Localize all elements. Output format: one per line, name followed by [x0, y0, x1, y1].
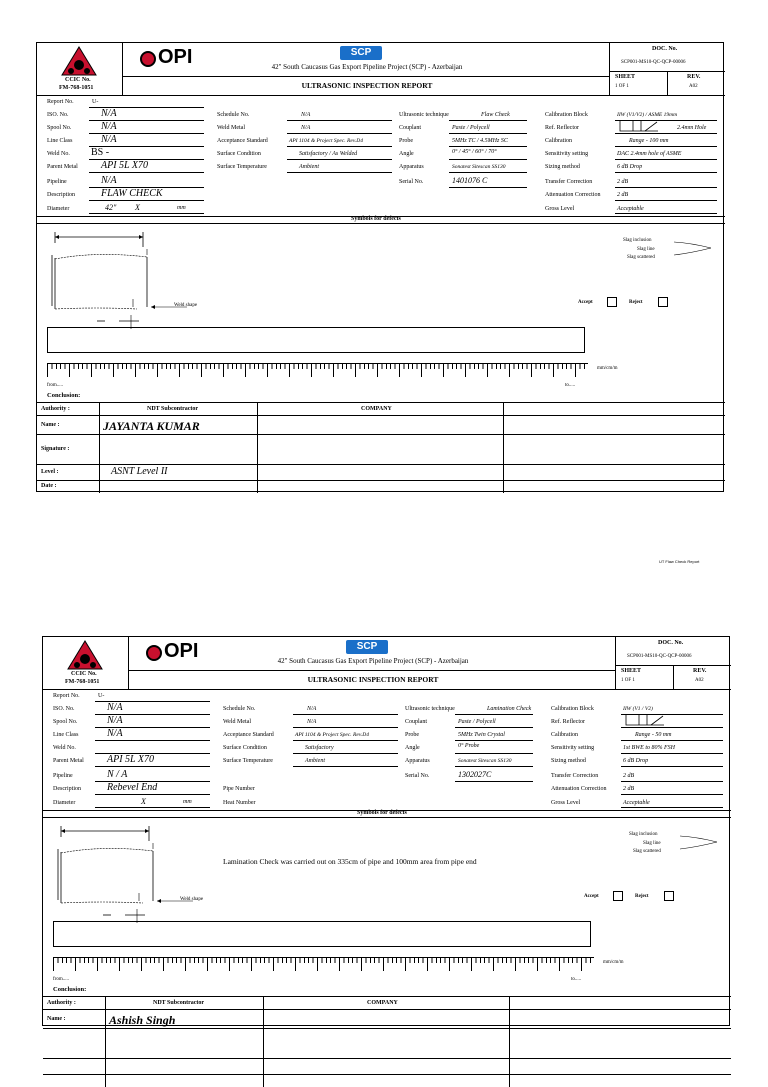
conclusion-label: Conclusion:	[47, 392, 81, 399]
couplant-value: Paste / Polycell	[452, 125, 490, 131]
rev-value: A02	[695, 678, 704, 683]
spool-label: Spool No.	[47, 125, 72, 131]
ruler-unit-label: mm/cm/m	[603, 960, 624, 965]
serial-no-value: 1302027C	[458, 770, 492, 779]
reject-label: Reject	[629, 300, 643, 305]
transfer-correction-label: Transfer Correction	[545, 179, 593, 185]
description-value: FLAW CHECK	[101, 188, 163, 199]
couplant-value: Paste / Polycell	[458, 719, 496, 725]
diameter-unit: mm	[177, 205, 186, 211]
weld-metal-value: N/A	[301, 125, 311, 131]
ruler-from-label: from.....	[53, 977, 69, 982]
gross-level-label: Gross Level	[551, 800, 581, 806]
sheet-value: 1 OF 1	[615, 84, 629, 89]
parent-metal-value: API 5L X70	[101, 160, 149, 171]
gross-level-value: Acceptable	[623, 800, 650, 806]
sizing-method-label: Sizing method	[551, 758, 586, 764]
transfer-correction-value: 2 dB	[623, 773, 635, 779]
surface-condition-label: Surface Condition	[217, 151, 261, 157]
probe-label: Probe	[399, 138, 413, 144]
doc-no-label: DOC. No.	[658, 640, 684, 646]
angle-value: 0° / 45° / 60° / 70°	[452, 149, 497, 155]
sensitivity-label: Sensitivity setting	[551, 745, 595, 751]
surface-temperature-label: Surface Temperature	[217, 164, 267, 170]
reject-label: Reject	[635, 894, 649, 899]
rev-label: REV.	[687, 74, 701, 80]
level-value: ASNT Level II	[111, 466, 168, 477]
sensitivity-value: DAC 2.4mm hole of ASME	[617, 151, 682, 157]
calibration-block-value: IIW (V1 / V2)	[623, 706, 653, 712]
surface-temperature-label: Surface Temperature	[223, 758, 273, 764]
description-value: Rebevel End	[107, 782, 158, 793]
couplant-label: Couplant	[399, 125, 421, 131]
report-title: ULTRASONIC INSPECTION REPORT	[307, 675, 439, 684]
ruler-unit-label: mm/cm/m	[597, 366, 618, 371]
weld-no-label: Weld No.	[53, 745, 76, 751]
surface-temperature-value: Ambient	[305, 758, 325, 764]
calibration-value: Range - 50 mm	[635, 732, 672, 738]
company-label: COMPANY	[361, 406, 392, 412]
description-label: Description	[53, 786, 81, 792]
diameter-value: 42"	[105, 203, 117, 212]
technique-value: Lamination Check	[487, 706, 532, 712]
heat-number-label: Heat Number	[223, 800, 256, 806]
angle-label: Angle	[399, 151, 414, 157]
iso-label: ISO. No.	[53, 706, 75, 712]
serial-no-value: 1401076 C	[452, 176, 488, 185]
transfer-correction-label: Transfer Correction	[551, 773, 599, 779]
inspector-name: Ashish Singh	[109, 1013, 176, 1027]
authority-label: Authority :	[41, 406, 70, 412]
accept-label: Accept	[578, 300, 593, 305]
reject-checkbox[interactable]	[664, 891, 674, 901]
diameter-x: X	[141, 797, 146, 806]
serial-no-label: Serial No.	[405, 773, 430, 779]
inspector-name: JAYANTA KUMAR	[103, 419, 200, 433]
spool-value: N/A	[107, 715, 123, 726]
ref-reflector-label: Ref. Reflector	[545, 125, 579, 131]
technique-label: Ultrasonic technique	[399, 112, 449, 118]
reject-checkbox[interactable]	[658, 297, 668, 307]
defect-map-box	[47, 327, 585, 353]
opi-logo-icon	[146, 645, 162, 661]
sizing-method-value: 6 dB Drop	[617, 164, 643, 170]
sensitivity-label: Sensitivity setting	[545, 151, 589, 157]
conclusion-label: Conclusion:	[53, 986, 87, 993]
weld-no-label: Weld No.	[47, 151, 70, 157]
calibration-block-value: IIW (V1/V2) / ASME 19mm	[617, 112, 678, 118]
authority-label: Authority :	[47, 1000, 76, 1006]
line-class-value: N/A	[101, 134, 117, 145]
serial-no-label: Serial No.	[399, 179, 424, 185]
attenuation-label: Attenuation Correction	[545, 192, 601, 198]
ccic-label: CCIC No.	[65, 77, 91, 83]
report-no-label: Report No.	[47, 99, 74, 105]
slag-scattered-label: Slag scattered	[627, 255, 655, 260]
company-label: COMPANY	[367, 1000, 398, 1006]
line-class-label: Line Class	[47, 138, 73, 144]
length-ruler	[47, 363, 588, 377]
technique-value: Flaw Check	[481, 112, 510, 118]
scp-logo: SCP	[340, 46, 382, 60]
couplant-label: Couplant	[405, 719, 427, 725]
pipeline-label: Pipeline	[53, 773, 73, 779]
ccic-logo-icon	[67, 640, 103, 670]
acceptance-standard-value: API 1104 & Project Spec. Rev.D4	[289, 138, 363, 144]
inspection-form	[36, 42, 724, 492]
calibration-label: Calibration	[545, 138, 572, 144]
probe-value: 5MHz TC / 4.5MHz SC	[452, 138, 508, 144]
accept-label: Accept	[584, 894, 599, 899]
ruler-to-label: to.....	[565, 383, 576, 388]
schedule-label: Schedule No.	[217, 112, 250, 118]
name-label: Name :	[41, 422, 60, 428]
symbols-title: Symbols for defects	[351, 216, 401, 222]
weld-shape-label: Weld shape	[180, 897, 204, 902]
attenuation-value: 2 dB	[623, 786, 635, 792]
spool-value: N/A	[101, 121, 117, 132]
angle-label: Angle	[405, 745, 420, 751]
parent-metal-value: API 5L X70	[107, 754, 155, 765]
accept-checkbox[interactable]	[607, 297, 617, 307]
probe-label: Probe	[405, 732, 419, 738]
schedule-value: N/A	[301, 112, 311, 118]
pipeline-value: N/A	[101, 175, 117, 186]
parent-metal-label: Parent Metal	[47, 164, 78, 170]
apparatus-label: Apparatus	[405, 758, 430, 764]
weld-shape-diagram	[47, 231, 207, 331]
report-title: ULTRASONIC INSPECTION REPORT	[301, 81, 433, 90]
ccic-label: CCIC No.	[71, 671, 97, 677]
calibration-block-label: Calibration Block	[545, 112, 588, 118]
signature-label: Signature :	[41, 446, 70, 452]
gross-level-label: Gross Level	[545, 206, 575, 212]
transfer-correction-value: 2 dB	[617, 179, 629, 185]
project-title: 42" South Caucasus Gas Export Pipeline Project (SCP) - Azerbaijan	[277, 657, 469, 665]
slag-inclusion-label: Slag inclusion	[623, 238, 652, 243]
opi-logo-text: OPI	[158, 46, 193, 68]
rev-value: A02	[689, 84, 698, 89]
accept-checkbox[interactable]	[613, 891, 623, 901]
report-no-value: U-	[92, 99, 99, 105]
doc-no-label: DOC. No.	[652, 46, 678, 52]
opi-logo-icon	[140, 51, 156, 67]
acceptance-standard-label: Acceptance Standard	[223, 732, 274, 738]
probe-value: 5MHz Twin Crystal	[458, 732, 505, 738]
weld-shape-diagram	[53, 825, 213, 925]
opi-logo-text: OPI	[164, 640, 199, 662]
weld-shape-label: Weld shape	[174, 303, 198, 308]
ref-block-icon	[619, 120, 659, 132]
iso-label: ISO. No.	[47, 112, 69, 118]
diameter-label: Diameter	[53, 800, 76, 806]
calibration-label: Calibration	[551, 732, 578, 738]
pipeline-label: Pipeline	[47, 179, 67, 185]
apparatus-value: Sonatest Sitescan SS130	[452, 164, 506, 170]
diameter-x: X	[135, 203, 140, 212]
ndt-subcontractor-label: NDT Subcontractor	[147, 406, 199, 412]
schedule-value: N/A	[307, 706, 317, 712]
acceptance-standard-label: Acceptance Standard	[217, 138, 268, 144]
ccic-value: FM-768-1051	[65, 679, 100, 685]
iso-value: N/A	[101, 108, 117, 119]
slag-line-label: Slag line	[643, 841, 661, 846]
attenuation-value: 2 dB	[617, 192, 629, 198]
note-text: Lamination Check was carried out on 335cm of pipe and 100mm area from pipe end	[223, 857, 477, 866]
sizing-method-value: 6 dB Drop	[623, 758, 649, 764]
weld-metal-value: N/A	[307, 719, 317, 725]
calibration-value: Range - 100 mm	[629, 138, 669, 144]
acceptance-standard-value: API 1104 & Project Spec. Rev.D4	[295, 732, 369, 738]
line-class-label: Line Class	[53, 732, 79, 738]
ccic-logo-icon	[61, 46, 97, 76]
ruler-from-label: from.....	[47, 383, 63, 388]
report-no-value: U-	[98, 693, 105, 699]
slag-inclusion-label: Slag inclusion	[629, 832, 658, 837]
surface-condition-value: Satisfactory / As Welded	[299, 151, 358, 157]
footer-text: UT Flaw Check Report	[659, 559, 700, 564]
inspection-form	[42, 636, 730, 1026]
slag-symbol-icon	[679, 833, 719, 851]
pipeline-value: N / A	[107, 769, 128, 780]
spool-label: Spool No.	[53, 719, 78, 725]
ruler-to-label: to.....	[571, 977, 582, 982]
slag-line-label: Slag line	[637, 247, 655, 252]
slag-scattered-label: Slag scattered	[633, 849, 661, 854]
ref-block-icon	[625, 714, 665, 726]
weld-metal-label: Weld Metal	[223, 719, 252, 725]
sizing-method-label: Sizing method	[545, 164, 580, 170]
weld-no-value: BS -	[91, 147, 110, 158]
gross-level-value: Acceptable	[617, 206, 644, 212]
scp-logo: SCP	[346, 640, 388, 654]
calibration-block-label: Calibration Block	[551, 706, 594, 712]
sheet-label: SHEET	[621, 668, 642, 674]
surface-condition-value: Satisfactory	[305, 745, 334, 751]
description-label: Description	[47, 192, 75, 198]
line-class-value: N/A	[107, 728, 123, 739]
sensitivity-value: 1st BWE to 80% FSH	[623, 745, 675, 751]
weld-metal-label: Weld Metal	[217, 125, 246, 131]
ref-reflector-value: 2.4mm Hole	[677, 125, 707, 131]
date-label: Date :	[41, 483, 57, 489]
slag-symbol-icon	[673, 239, 713, 257]
ndt-subcontractor-label: NDT Subcontractor	[153, 1000, 205, 1006]
project-title: 42" South Caucasus Gas Export Pipeline Project (SCP) - Azerbaijan	[271, 63, 463, 71]
pipe-number-label: Pipe Number	[223, 786, 255, 792]
ccic-value: FM-768-1051	[59, 85, 94, 91]
surface-condition-label: Surface Condition	[223, 745, 267, 751]
surface-temperature-value: Ambient	[299, 164, 319, 170]
sheet-value: 1 OF 1	[621, 678, 635, 683]
apparatus-label: Apparatus	[399, 164, 424, 170]
technique-label: Ultrasonic technique	[405, 706, 455, 712]
sheet-label: SHEET	[615, 74, 636, 80]
ref-reflector-label: Ref. Reflector	[551, 719, 585, 725]
length-ruler	[53, 957, 594, 971]
iso-value: N/A	[107, 702, 123, 713]
rev-label: REV.	[693, 668, 707, 674]
angle-value: 0° Probe	[458, 743, 480, 749]
schedule-label: Schedule No.	[223, 706, 256, 712]
doc-no-value: SCP001-MS10-QC-QCP-00006	[621, 60, 686, 65]
name-label: Name :	[47, 1016, 66, 1022]
symbols-title: Symbols for defects	[357, 810, 407, 816]
apparatus-value: Sonatest Sitescan SS130	[458, 758, 512, 764]
defect-map-box	[53, 921, 591, 947]
parent-metal-label: Parent Metal	[53, 758, 84, 764]
diameter-unit: mm	[183, 799, 192, 805]
attenuation-label: Attenuation Correction	[551, 786, 607, 792]
doc-no-value: SCP001-MS10-QC-QCP-00006	[627, 654, 692, 659]
diameter-label: Diameter	[47, 206, 70, 212]
level-label: Level :	[41, 469, 59, 475]
report-no-label: Report No.	[53, 693, 80, 699]
